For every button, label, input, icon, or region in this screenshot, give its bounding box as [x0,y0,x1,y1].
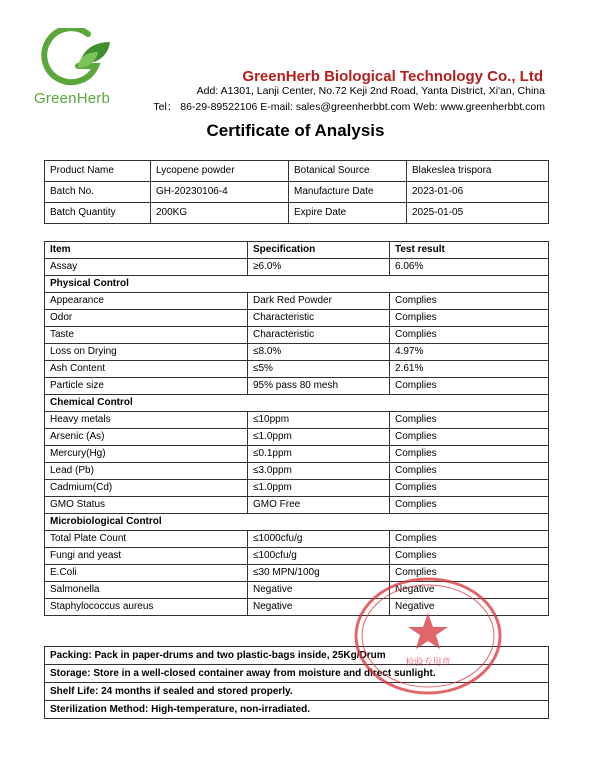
cell-item: Staphylococcus aureus [45,599,248,616]
cell-item: Loss on Drying [45,344,248,361]
cell-item: Heavy metals [45,412,248,429]
table-row [45,446,549,463]
cell-item: Lead (Pb) [45,463,248,480]
note-text: Sterilization Method: High-temperature, non-irradiated. [45,701,549,719]
cell-item: Total Plate Count [45,531,248,548]
cell-result: Complies [390,327,549,344]
product-info-table [44,160,549,224]
cell-item: Odor [45,310,248,327]
info-label: Batch Quantity [45,203,151,224]
cell-spec: ≤100cfu/g [248,548,390,565]
table-row [45,429,549,446]
cell-spec: Negative [248,582,390,599]
cell-result: Complies [390,548,549,565]
table-header-row [45,242,549,259]
info-value: Blakeslea trispora [407,161,549,182]
section-title: Microbiological Control [45,514,549,531]
note-row [45,665,549,683]
cell-spec: Dark Red Powder [248,293,390,310]
cell-item: Assay [45,259,248,276]
cell-spec: ≤5% [248,361,390,378]
table-row [45,480,549,497]
table-row [45,548,549,565]
cell-spec: ≤30 MPN/100g [248,565,390,582]
info-label: Expire Date [289,203,407,224]
cell-item: E.Coli [45,565,248,582]
note-row [45,683,549,701]
info-value: GH-20230106-4 [151,182,289,203]
table-row [45,378,549,395]
section-row [45,276,549,293]
document-title: Certificate of Analysis [206,121,385,140]
cell-item: Appearance [45,293,248,310]
logo-wordmark: GreenHerb [34,90,111,107]
cell-spec: ≤0.1ppm [248,446,390,463]
column-header: Item [45,242,248,259]
info-label: Batch No. [45,182,151,203]
cell-spec: ≤1000cfu/g [248,531,390,548]
cell-spec: Negative [248,599,390,616]
cell-spec: Characteristic [248,310,390,327]
info-label: Product Name [45,161,151,182]
info-row [45,203,549,224]
info-value: 2023-01-06 [407,182,549,203]
info-row [45,161,549,182]
star-icon [408,613,448,649]
cell-spec: ≤8.0% [248,344,390,361]
table-row [45,327,549,344]
table-row [45,412,549,429]
greenherb-logo-icon [38,28,118,88]
cell-result: 6.06% [390,259,549,276]
table-row [45,565,549,582]
info-label: Botanical Source [289,161,407,182]
cell-item: Mercury(Hg) [45,446,248,463]
note-text: Shelf Life: 24 months if sealed and stored properly. [45,683,549,701]
table-row [45,531,549,548]
section-title: Physical Control [45,276,549,293]
cell-spec: GMO Free [248,497,390,514]
cell-result: Complies [390,378,549,395]
table-row [45,344,549,361]
cell-result: Complies [390,293,549,310]
cell-spec: ≤1.0ppm [248,480,390,497]
cell-item: Cadmium(Cd) [45,480,248,497]
info-value: Lycopene powder [151,161,289,182]
company-name: GreenHerb Biological Technology Co., Ltd [242,68,543,85]
cell-result: 2.61% [390,361,549,378]
company-address: Add: A1301, Lanji Center, No.72 Keji 2nd Road, Yanta District, Xi'an, China [196,85,545,97]
cell-result: 4.97% [390,344,549,361]
cell-item: Ash Content [45,361,248,378]
column-header: Specification [248,242,390,259]
note-row [45,647,549,665]
svg-text:检验专用章: 检验专用章 [405,658,451,668]
cell-result: Complies [390,429,549,446]
section-row [45,395,549,412]
cell-result: Complies [390,463,549,480]
cell-result: Complies [390,480,549,497]
cell-spec: ≤10ppm [248,412,390,429]
note-row [45,701,549,719]
cell-result: Complies [390,565,549,582]
notes-table [44,646,549,719]
table-row [45,310,549,327]
cell-result: Complies [390,446,549,463]
table-row [45,361,549,378]
cell-spec: Characteristic [248,327,390,344]
cell-result: Complies [390,531,549,548]
cell-spec: ≥6.0% [248,259,390,276]
cell-result: Negative [390,582,549,599]
cell-spec: 95% pass 80 mesh [248,378,390,395]
note-text: Packing: Pack in paper-drums and two plastic-bags inside, 25Kg/Drum [45,647,549,665]
column-header: Test result [390,242,549,259]
table-row [45,259,549,276]
cell-result: Complies [390,310,549,327]
cell-result: Complies [390,497,549,514]
cell-spec: ≤3.0ppm [248,463,390,480]
cell-result: Complies [390,412,549,429]
note-text: Storage: Store in a well-closed container away from moisture and direct sunlight. [45,665,549,683]
cell-spec: ≤1.0ppm [248,429,390,446]
section-row [45,514,549,531]
cell-item: GMO Status [45,497,248,514]
cell-item: Arsenic (As) [45,429,248,446]
company-contact: Tel： 86-29-89522106 E-mail: sales@greenherbbt.com Web: www.greenherbbt.com [153,101,545,113]
table-row [45,497,549,514]
section-title: Chemical Control [45,395,549,412]
table-row [45,599,549,616]
info-row [45,182,549,203]
info-value: 200KG [151,203,289,224]
test-results-table [44,241,549,616]
table-row [45,463,549,480]
cell-item: Particle size [45,378,248,395]
table-row [45,293,549,310]
info-value: 2025-01-05 [407,203,549,224]
table-row [45,582,549,599]
cell-item: Fungi and yeast [45,548,248,565]
cell-item: Taste [45,327,248,344]
cell-item: Salmonella [45,582,248,599]
info-label: Manufacture Date [289,182,407,203]
cell-result: Negative [390,599,549,616]
